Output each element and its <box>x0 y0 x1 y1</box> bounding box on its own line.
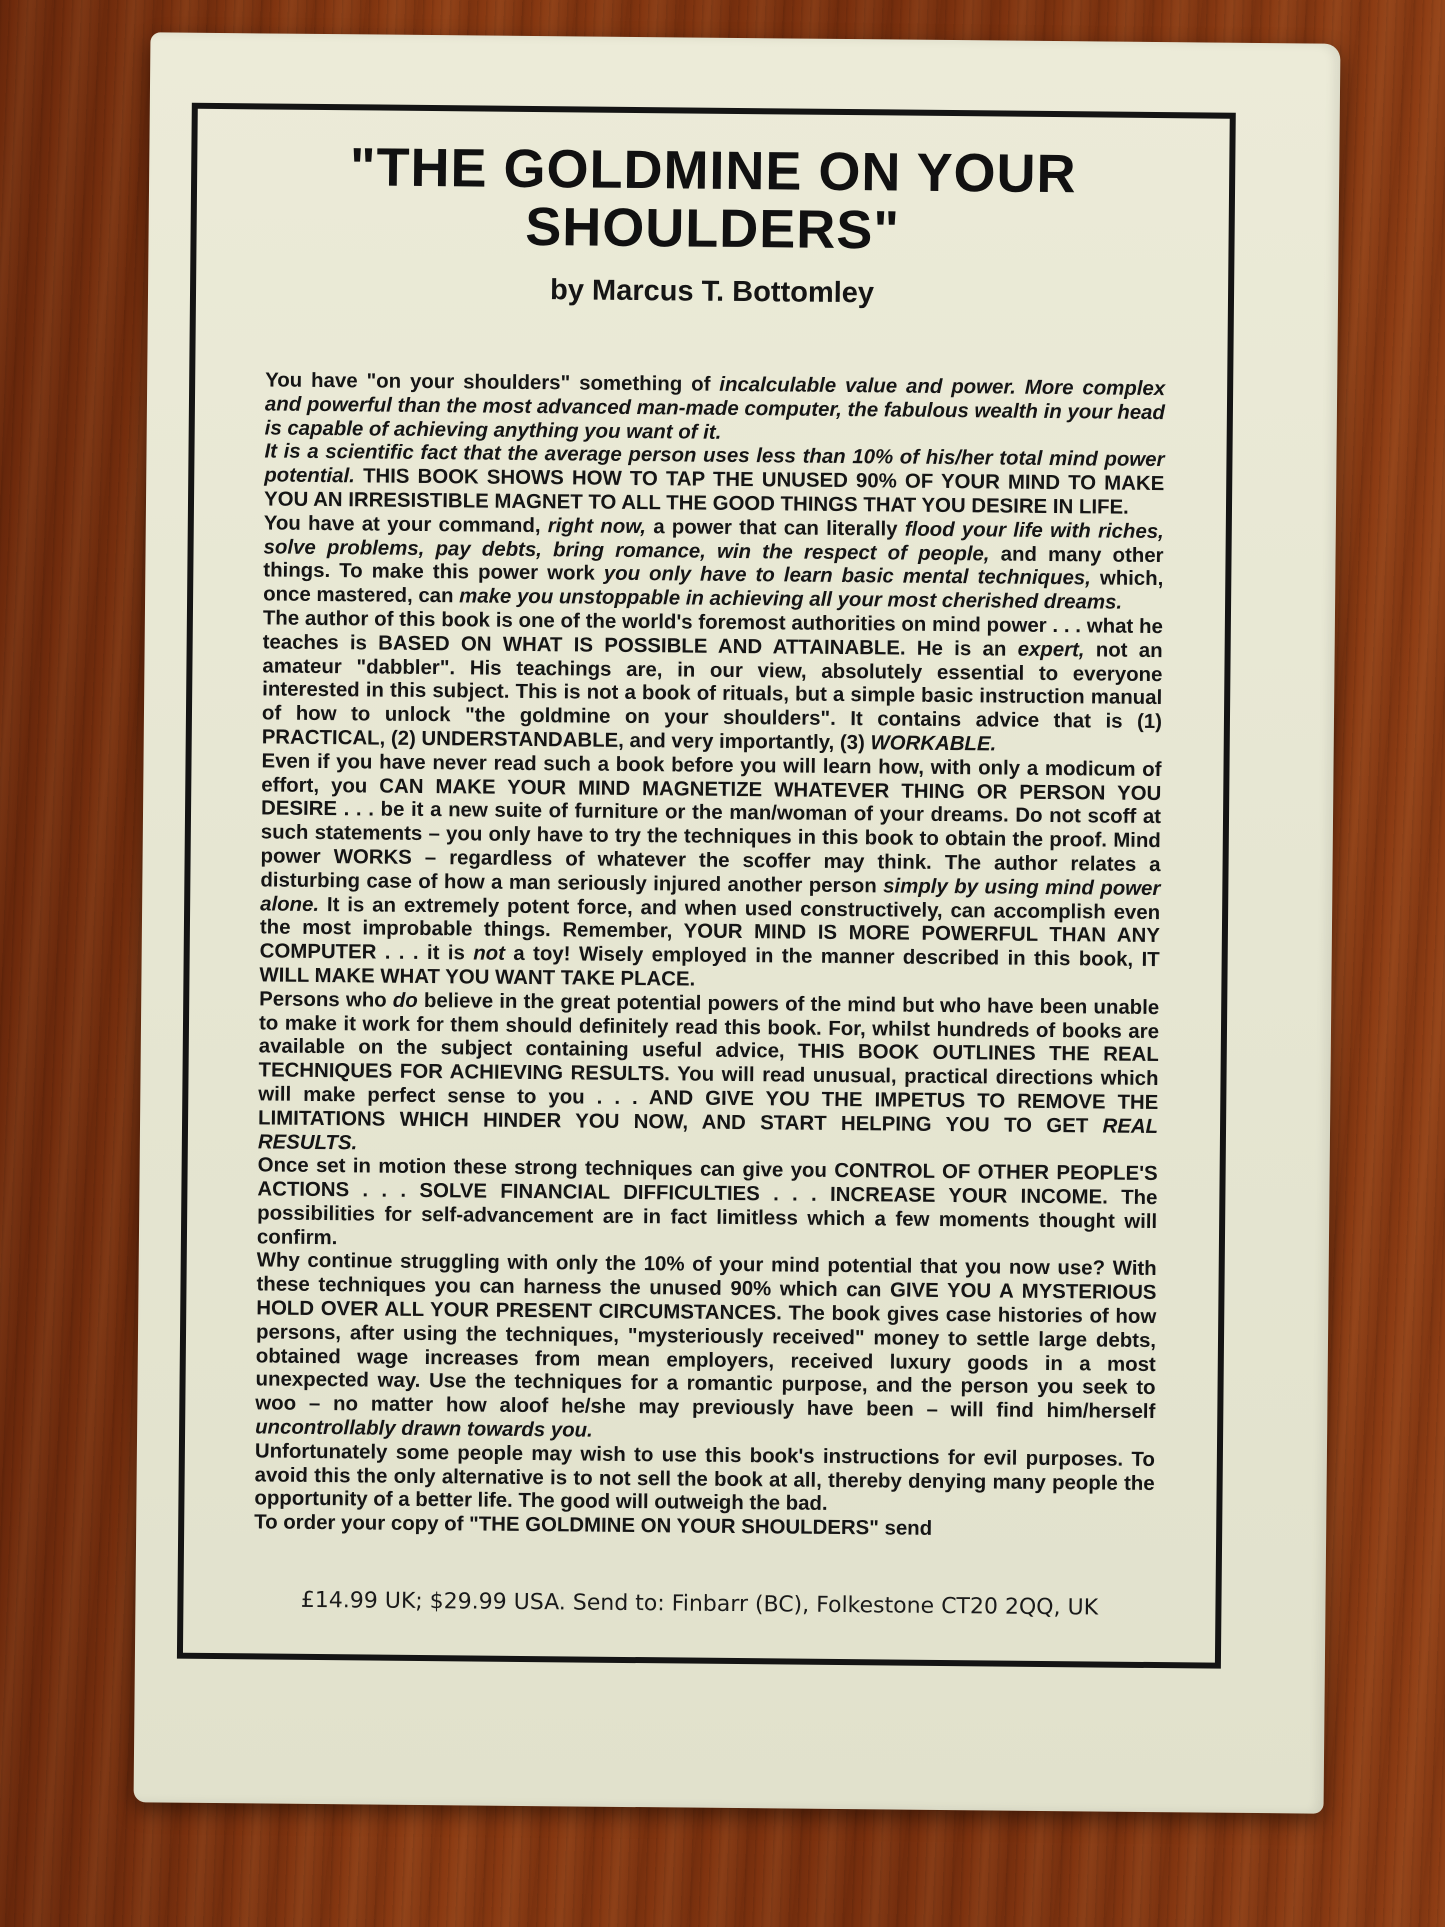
italic-run: do <box>392 989 418 1012</box>
italic-run: expert, <box>1017 638 1085 662</box>
body-paragraph <box>255 1250 1157 1449</box>
body-paragraph <box>263 512 1164 616</box>
text-run: believe in the great potential powers of the mind but who have been unable to make it work for them should definitely read this book. For, whilst hundreds of books are available on the subject containing useful advice, THIS BOOK OUTLINES THE REAL TECHNIQUES FOR ACHIEVING RESULTS. You will read unusual, practical directions which will make perfect sense to you . . . AND GIVE YOU THE IMPETUS TO REMOVE THE LIMITATIONS WHICH HINDER YOU NOW, AND START HELPING YOU TO GET <box>257 989 1160 1138</box>
body-paragraph <box>264 441 1165 521</box>
body-paragraph <box>254 1440 1155 1520</box>
text-run: To order your copy of "THE GOLDMINE ON YOUR SHOULDERS" send <box>254 1511 933 1541</box>
border-frame <box>177 103 1236 1669</box>
italic-run: not <box>473 942 506 965</box>
italic-run: flood your life with riches, solve problems, pay debts, bring romance, win the respect of people, <box>263 518 1164 565</box>
page-title: "THE GOLDMINE ON YOUR SHOULDERS" <box>349 137 1077 261</box>
text-run: a power that can literally <box>645 515 905 541</box>
body-text <box>254 369 1165 1544</box>
text-run: which, once mastered, can <box>263 567 1164 608</box>
text-run: You have at your command, <box>263 512 548 537</box>
body-paragraph <box>259 750 1161 997</box>
text-run: THIS BOOK SHOWS HOW TO TAP THE UNUSED 90% OF YOUR MIND TO MAKE YOU AN IRRESISTIBLE MAGNET TO ALL THE GOOD THINGS THAT YOU DESIRE IN LIFE. <box>263 465 1165 519</box>
text-run: Persons who <box>259 988 393 1012</box>
italic-run: you only have to learn basic mental techniques, <box>603 563 1091 590</box>
text-run: You have "on your shoulders" something of <box>265 369 720 396</box>
italic-run: simply by using mind power alone. <box>260 875 1161 916</box>
body-paragraph <box>258 988 1160 1163</box>
italic-run: uncontrollably drawn towards you. <box>255 1416 593 1442</box>
body-paragraph <box>265 369 1166 449</box>
italic-run: mind power potential. <box>264 448 1165 488</box>
italic-run: WORKABLE. <box>870 732 997 756</box>
text-run: Once set in motion these strong techniques can give you CONTROL OF OTHER PEOPLE'S ACTIONS . . . SOLVE FINANCIAL DIFFICULTIES . . . INCREASE YOUR INCOME. The possibilities for self-advancement are in fact limitless which a few moments thought will confirm. <box>256 1154 1158 1249</box>
italic-run: It is a scientific fact that the average person uses less than 10% of his/her total <box>264 440 1050 471</box>
text-run: and many other things. To make this power work <box>263 542 1164 586</box>
author-line: by Marcus T. Bottomley <box>549 274 875 310</box>
italic-run: incalculable value and power. More complex and powerful than the most advanced man-made computer, the fabulous wealth in your head is capable of achieving anything you want of it. <box>264 373 1166 444</box>
text-run: It is an extremely potent force, and when used constructively, can accomplish even the most improbable things. Remember, YOUR MIND IS MORE POWERFUL THAN ANY COMPUTER . . . it is <box>259 893 1161 965</box>
text-run: a toy! Wisely employed in the manner described in this book, IT WILL MAKE WHAT YOU WANT TAKE PLACE. <box>259 942 1160 991</box>
text-run: not an amateur "dabbler". His teachings are, in our view, absolutely essential to everyone interested in this subject. This is not a book of rituals, but a simple basic instruction manual of how to unlock "the goldmine on your shoulders". It contains advice that is (1) PRACTICAL, (2) UNDERSTANDABLE, and very importantly, (3) <box>261 639 1163 755</box>
text-run: Unfortunately some people may wish to use this book's instructions for evil purposes. To avoid this the only alternative is to not sell the book at all, thereby denying many people the opportunity of a better life. The good will outweigh the bad. <box>254 1440 1155 1516</box>
price-address-line: £14.99 UK; $29.99 USA. Send to: Finbarr (BC), Folkestone CT20 2QQ, UK <box>300 1587 1099 1621</box>
italic-run: make you unstoppable in achieving all your most cherished dreams. <box>459 585 1123 614</box>
body-paragraph <box>257 1155 1158 1259</box>
text-run: Even if you have never read such a book before you will learn how, with only a modicum of effort, you CAN MAKE YOUR MIND MAGNETIZE WHATEVER THING OR PERSON YOU DESIRE . . . be it a new suite of furniture or the man/woman of your dreams. Do not scoff at such statements – you only have to try the techniques in this book to obtain the proof. Mind power WORKS – regardless of whatever the scoffer may think. The author relates a disturbing case of how a man seriously injured another person <box>260 750 1162 898</box>
text-run: The author of this book is one of the world's foremost authorities on mind power . . . what he teaches is BASED ON WHAT IS POSSIBLE AND ATTAINABLE. He is an <box>262 607 1163 661</box>
book-back-cover <box>134 32 1341 1813</box>
text-run: Why continue struggling with only the 10% of your mind potential that you now use? With these techniques you can harness the unused 90% which can GIVE YOU A MYSTERIOUS HOLD OVER ALL YOUR PRESENT CIRCUMSTANCES. The book gives case histories of how persons, after using the techniques, "mysteriously received" money to settle large debts, obtained wage increases from mean employers, received luxury goods in a most unexpected way. Use the techniques for a romantic purpose, and the person you seek to woo – no matter how aloof he/she may previously have been – will find him/herself <box>255 1249 1157 1424</box>
italic-run: REAL RESULTS. <box>257 1115 1159 1154</box>
body-paragraph <box>262 607 1163 758</box>
italic-run: right now, <box>547 514 647 538</box>
